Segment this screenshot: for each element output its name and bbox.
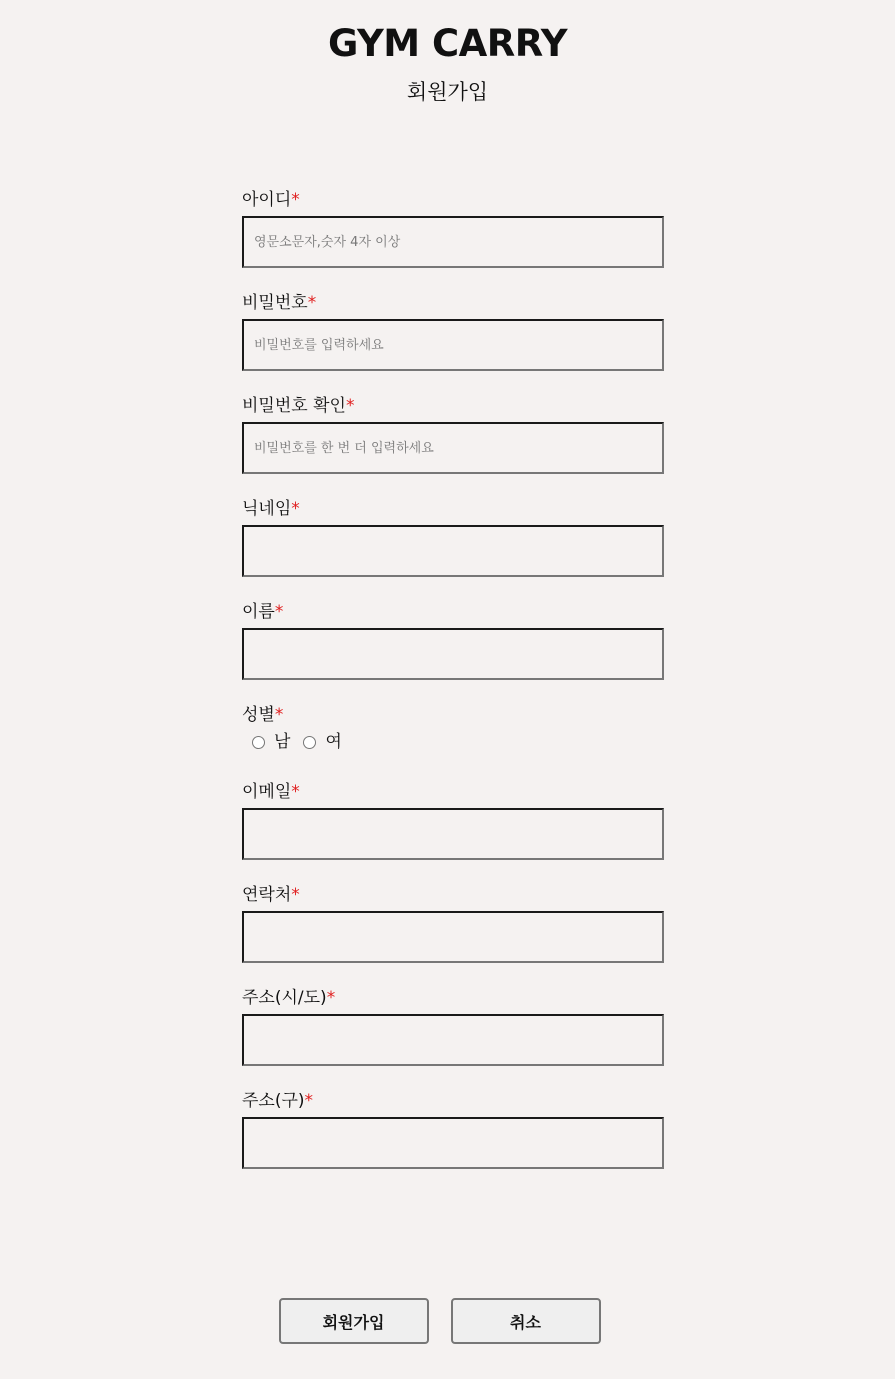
email-field-group — [242, 781, 664, 860]
password-confirm-input[interactable] — [242, 422, 664, 474]
signup-button[interactable]: 회원가입 — [279, 1298, 429, 1344]
password-label-text: 비밀번호 — [242, 293, 308, 313]
required-mark: * — [307, 293, 317, 313]
email-input[interactable] — [242, 808, 664, 860]
brand-logo: GYM CARRY — [327, 22, 568, 65]
password-confirm-label — [242, 395, 664, 417]
name-field-group — [242, 601, 664, 680]
password-label — [242, 292, 664, 314]
address-city-input[interactable] — [242, 1014, 664, 1066]
phone-label — [242, 884, 664, 906]
address-district-label — [242, 1090, 664, 1112]
nickname-label-text: 닉네임 — [242, 499, 292, 519]
form-actions — [0, 1298, 895, 1344]
gender-female-radio[interactable] — [303, 736, 316, 749]
email-label-text: 이메일 — [242, 782, 292, 802]
required-mark: * — [274, 602, 284, 622]
nickname-field-group — [242, 498, 664, 577]
address-district-input[interactable] — [242, 1117, 664, 1169]
gender-label-text: 성별 — [242, 705, 275, 725]
user-id-label — [242, 189, 664, 211]
password-confirm-label-text: 비밀번호 확인 — [242, 396, 346, 416]
page-header — [0, 22, 895, 106]
phone-input[interactable] — [242, 911, 664, 963]
gender-options — [242, 731, 664, 753]
gender-male-radio[interactable] — [252, 736, 265, 749]
required-mark: * — [291, 499, 300, 519]
cancel-button[interactable]: 취소 — [451, 1298, 601, 1344]
signup-form — [242, 189, 664, 1193]
gender-field-group — [242, 704, 664, 753]
nickname-label — [242, 498, 664, 520]
gender-female-label[interactable]: 여 — [325, 732, 342, 752]
user-id-field-group — [242, 189, 664, 268]
user-id-label-text: 아이디 — [242, 190, 292, 210]
phone-field-group — [242, 884, 664, 963]
phone-label-text: 연락처 — [242, 885, 292, 905]
page-title: 회원가입 — [406, 80, 489, 104]
address-city-field-group — [242, 987, 664, 1066]
name-label — [242, 601, 664, 623]
address-district-field-group — [242, 1090, 664, 1169]
email-label — [242, 781, 664, 803]
name-input[interactable] — [242, 628, 664, 680]
address-district-label-text: 주소(구) — [242, 1091, 305, 1111]
gender-male-label[interactable]: 남 — [274, 732, 291, 752]
required-mark: * — [326, 988, 336, 1008]
password-field-group — [242, 292, 664, 371]
address-city-label — [242, 987, 664, 1009]
password-input[interactable] — [242, 319, 664, 371]
nickname-input[interactable] — [242, 525, 664, 577]
required-mark: * — [291, 782, 300, 802]
address-city-label-text: 주소(시/도) — [242, 988, 327, 1008]
required-mark: * — [291, 885, 300, 905]
required-mark: * — [304, 1091, 314, 1111]
name-label-text: 이름 — [242, 602, 275, 622]
gender-label — [242, 704, 664, 726]
required-mark: * — [345, 396, 355, 416]
required-mark: * — [274, 705, 284, 725]
required-mark: * — [291, 190, 300, 210]
password-confirm-field-group — [242, 395, 664, 474]
user-id-input[interactable] — [242, 216, 664, 268]
